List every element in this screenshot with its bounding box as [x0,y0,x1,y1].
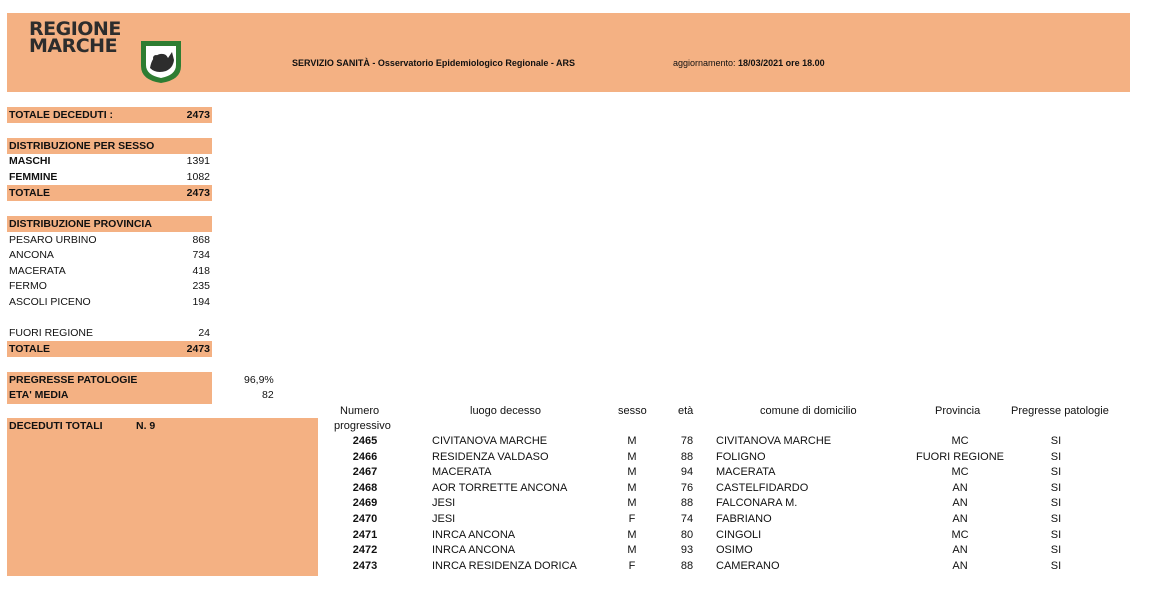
cell-place: INRCA ANCONA [432,528,516,541]
cell-town: CIVITANOVA MARCHE [716,435,832,447]
province-total-label: TOTALE [9,343,51,355]
sex-label: FEMMINE [9,171,58,183]
daily-deaths-value: N. 9 [136,420,156,432]
cell-age: 78 [680,435,694,447]
cell-age: 74 [680,513,694,525]
header-band [7,13,1130,92]
cell-sex: M [627,450,637,463]
cell-number: 2465 [352,435,378,447]
cell-age: 88 [680,497,694,510]
sex-distribution-title: DISTRIBUZIONE PER SESSO [9,140,155,152]
sex-distribution-title-row [7,138,212,154]
cell-number: 2469 [352,497,378,510]
cell-comorbidity: SI [1050,450,1062,463]
cell-town: CAMERANO [716,559,780,572]
province-label: PESARO URBINO [9,234,97,246]
sex-label: MASCHI [9,155,51,167]
cell-province: MC [951,528,969,541]
province-label: MACERATA [9,265,66,277]
comorbidity-label: PREGRESSE PATOLOGIE [9,374,138,386]
cell-number: 2467 [352,466,378,479]
cell-comorbidity: SI [1050,513,1062,525]
col-header-town: comune di domicilio [760,405,857,417]
province-value: 868 [192,234,210,246]
cell-sex: M [627,466,637,479]
cell-place: AOR TORRETTE ANCONA [432,481,568,494]
cell-number: 2471 [352,528,378,541]
cell-town: CASTELFIDARDO [716,481,809,494]
col-header-age: età [678,405,694,417]
cell-sex: F [628,513,636,525]
cell-comorbidity: SI [1050,466,1062,479]
province-row [7,247,212,263]
cell-place: CIVITANOVA MARCHE [432,435,548,447]
sex-total-row [7,185,212,201]
cell-age: 76 [680,481,694,494]
cell-town: CINGOLI [716,528,762,541]
col-header-sex: sesso [618,405,647,417]
cell-province: FUORI REGIONE [915,450,1004,463]
total-deaths-label: TOTALE DECEDUTI : [9,109,114,121]
cell-place: MACERATA [432,466,492,479]
cell-province: AN [952,481,968,494]
total-deaths-value: 2473 [186,109,210,121]
region-shield-icon [138,38,184,84]
cell-place: RESIDENZA VALDASO [432,450,549,463]
cell-age: 93 [680,544,694,557]
sex-total-value: 2473 [186,187,210,199]
col-header-place: luogo decesso [470,405,541,417]
cell-place: INRCA ANCONA [432,544,516,557]
province-label: ASCOLI PICENO [9,296,91,308]
province-row [7,278,212,294]
update-info [673,58,825,68]
cell-province: MC [951,466,969,479]
cell-sex: M [627,544,637,557]
sex-row-male [7,153,212,169]
cell-province: AN [952,513,968,525]
cell-number: 2472 [352,544,378,557]
logo-line-1: REGIONE [29,18,121,40]
cell-sex: M [627,497,637,510]
cell-place: INRCA RESIDENZA DORICA [432,559,577,572]
cell-sex: F [628,559,636,572]
cell-comorbidity: SI [1050,559,1062,572]
col-header-number-line2: progressivo [334,420,391,432]
cell-age: 88 [680,450,694,463]
cell-town: FABRIANO [716,513,772,525]
province-distribution-title: DISTRIBUZIONE PROVINCIA [9,218,152,230]
cell-town: MACERATA [716,466,776,479]
cell-age: 80 [680,528,694,541]
daily-deaths-label: DECEDUTI TOTALI [9,420,103,432]
col-header-number-line1: Numero [340,405,380,417]
cell-comorbidity: SI [1050,497,1062,510]
daily-deaths-block [7,418,318,576]
cell-town: OSIMO [716,544,753,557]
cell-number: 2470 [352,513,378,525]
cell-comorbidity: SI [1050,528,1062,541]
cell-number: 2468 [352,481,378,494]
cell-place: JESI [432,497,456,510]
province-label: FERMO [9,280,47,292]
comorbidity-value: 96,9% [244,374,274,386]
logo-line-2: MARCHE [29,35,118,57]
sex-value: 1391 [186,155,210,167]
cell-number: 2466 [352,450,378,463]
total-deaths-row [7,107,212,123]
update-value: 18/03/2021 ore 18.00 [738,58,825,68]
cell-town: FOLIGNO [716,450,766,463]
outside-region-row [7,325,212,341]
province-row [7,232,212,248]
cell-sex: M [627,435,637,447]
cell-town: FALCONARA M. [716,497,798,510]
average-age-value: 82 [262,389,274,401]
cell-age: 94 [680,466,694,479]
sex-row-female [7,169,212,185]
province-value: 734 [192,249,210,261]
sex-total-label: TOTALE [9,187,51,199]
outside-region-label: FUORI REGIONE [9,327,94,339]
cell-number: 2473 [352,559,378,572]
province-label: ANCONA [9,249,54,261]
col-header-comorbidity: Pregresse patologie [1011,405,1109,417]
cell-sex: M [627,528,637,541]
cell-comorbidity: SI [1050,544,1062,557]
cell-age: 88 [680,559,694,572]
cell-place: JESI [432,513,456,525]
province-row [7,263,212,279]
cell-comorbidity: SI [1050,481,1062,494]
col-header-province: Provincia [935,405,981,417]
cell-province: MC [951,435,969,447]
cell-sex: M [627,481,637,494]
cell-comorbidity: SI [1050,435,1062,447]
header-title: SERVIZIO SANITÀ - Osservatorio Epidemiologico Regionale - ARS [292,58,576,68]
province-distribution-title-row [7,216,212,232]
region-logo-text [29,18,121,57]
average-age-label: ETA' MEDIA [9,389,69,401]
province-value: 194 [192,296,210,308]
province-value: 418 [192,265,210,277]
cell-province: AN [952,497,968,510]
province-row [7,294,212,310]
province-total-row [7,341,212,357]
cell-province: AN [952,544,968,557]
sex-value: 1082 [186,171,210,183]
cell-province: AN [952,559,968,572]
province-total-value: 2473 [186,343,210,355]
update-label: aggiornamento: [673,58,739,68]
province-value: 235 [192,280,210,292]
outside-region-value: 24 [198,327,210,339]
